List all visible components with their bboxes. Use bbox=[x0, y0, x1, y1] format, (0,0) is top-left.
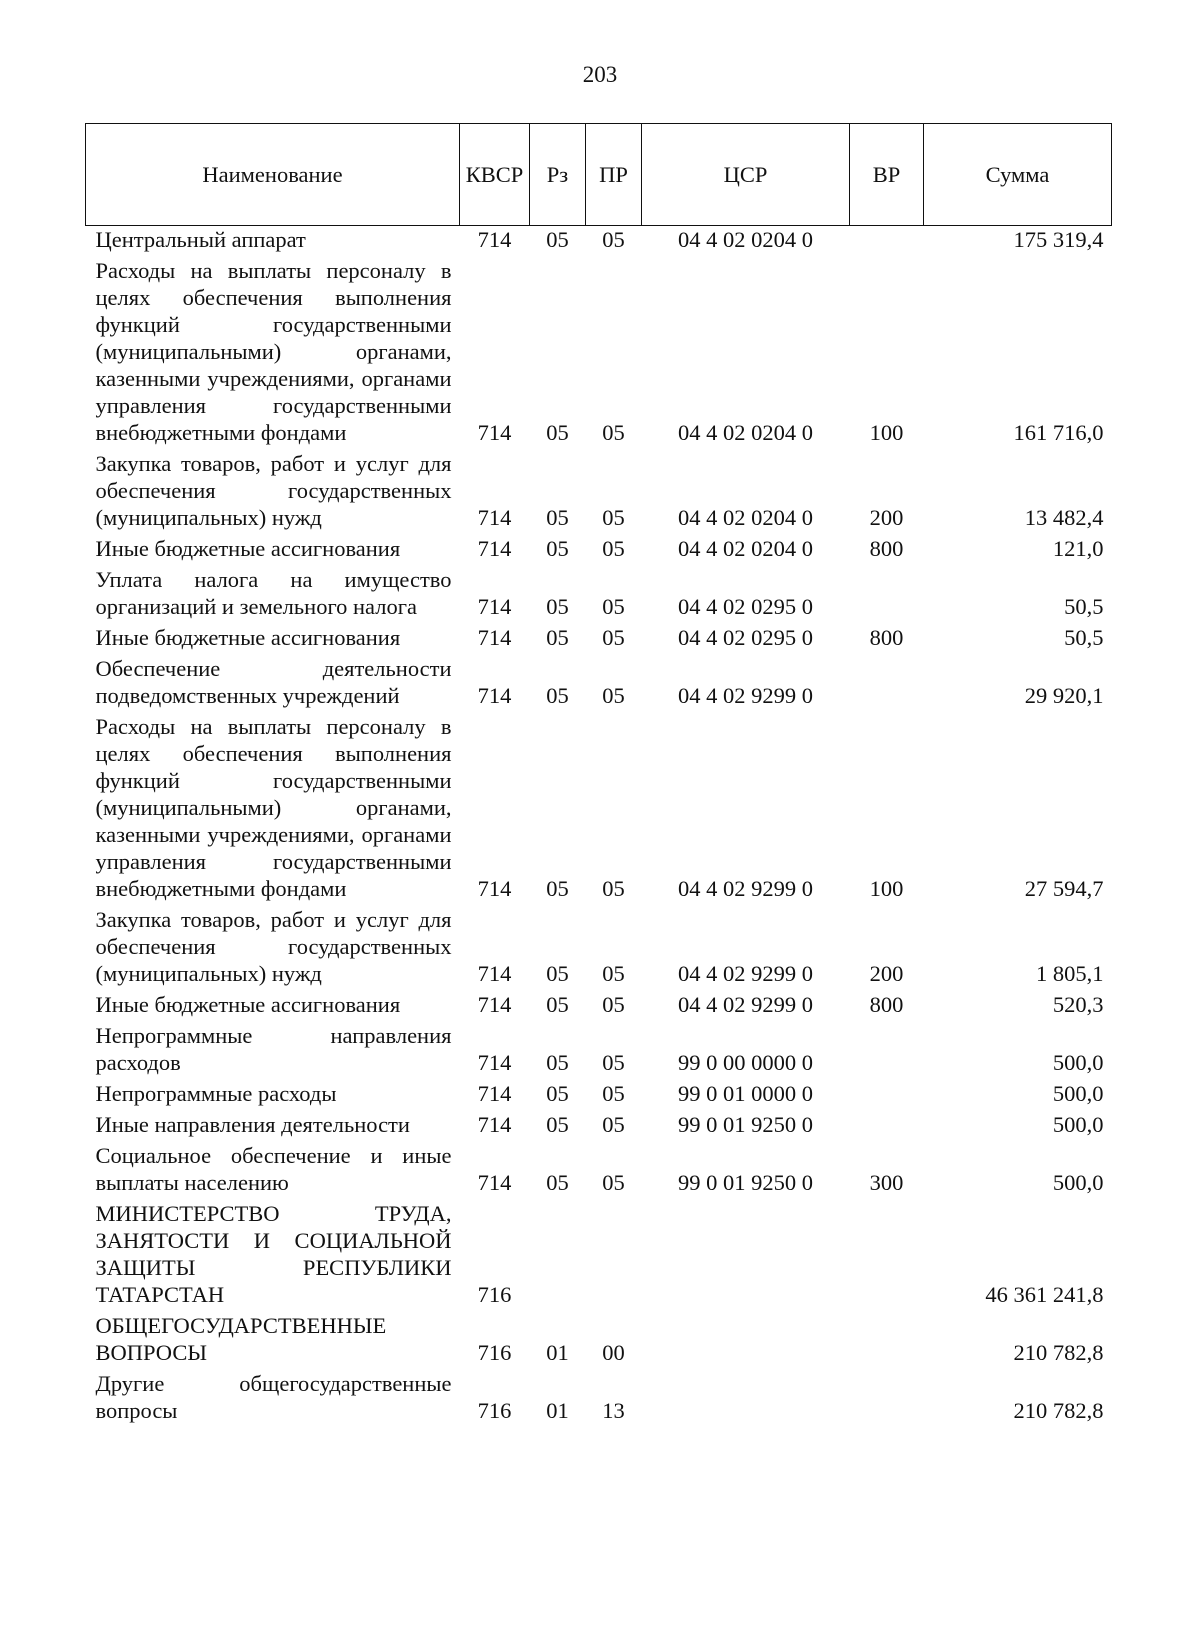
cell-csr: 04 4 02 0295 0 bbox=[678, 625, 813, 650]
cell-vr bbox=[850, 1076, 924, 1107]
cell-csr: 04 4 02 0204 0 bbox=[678, 505, 813, 530]
cell-kvsr: 714 bbox=[477, 961, 512, 986]
cell-rz: 01 bbox=[546, 1340, 569, 1365]
cell-sum: 27 594,7 bbox=[1024, 876, 1104, 901]
cell-csr: 99 0 01 9250 0 bbox=[678, 1170, 813, 1195]
cell-csr: 04 4 02 9299 0 bbox=[678, 683, 813, 708]
cell-sum: 175 319,4 bbox=[1013, 227, 1104, 252]
cell-kvsr: 714 bbox=[477, 1050, 512, 1075]
cell-kvsr: 716 bbox=[477, 1282, 512, 1307]
cell-vr bbox=[850, 1018, 924, 1076]
cell-vr: 200 bbox=[869, 961, 904, 986]
cell-vr: 300 bbox=[869, 1170, 904, 1195]
cell-rz: 05 bbox=[546, 505, 569, 530]
cell-kvsr: 716 bbox=[477, 1340, 512, 1365]
cell-rz: 05 bbox=[546, 227, 569, 252]
cell-name: Иные бюджетные ассигнования bbox=[95, 625, 401, 650]
cell-csr: 04 4 02 9299 0 bbox=[678, 876, 813, 901]
cell-kvsr: 714 bbox=[477, 1081, 512, 1106]
cell-vr: 100 bbox=[869, 420, 904, 445]
cell-name: Расходы на выплаты персоналу в целях обеспечения выполнения функций государственными (муниципальными) органами, казенными учреждениями, органами управления государственными внебюджетными фондами bbox=[95, 714, 452, 901]
cell-pr: 05 bbox=[602, 625, 625, 650]
cell-sum: 29 920,1 bbox=[1024, 683, 1104, 708]
cell-vr: 200 bbox=[869, 505, 904, 530]
cell-kvsr: 714 bbox=[477, 420, 512, 445]
table-row bbox=[86, 253, 1112, 446]
cell-pr: 05 bbox=[602, 1170, 625, 1195]
cell-pr: 05 bbox=[602, 594, 625, 619]
table-row bbox=[86, 620, 1112, 651]
cell-pr: 05 bbox=[602, 505, 625, 530]
cell-name: Иные направления деятельности bbox=[95, 1112, 410, 1137]
cell-pr: 05 bbox=[602, 961, 625, 986]
cell-csr: 04 4 02 9299 0 bbox=[678, 961, 813, 986]
cell-name: Иные бюджетные ассигнования bbox=[95, 992, 401, 1017]
cell-rz: 05 bbox=[546, 876, 569, 901]
cell-rz: 05 bbox=[546, 961, 569, 986]
cell-rz: 01 bbox=[546, 1398, 569, 1423]
cell-name: Уплата налога на имущество организаций и земельного налога bbox=[95, 567, 452, 619]
cell-kvsr: 714 bbox=[477, 227, 512, 252]
table-row bbox=[86, 226, 1112, 254]
cell-kvsr: 714 bbox=[477, 992, 512, 1017]
cell-vr: 800 bbox=[869, 625, 904, 650]
cell-kvsr: 714 bbox=[477, 876, 512, 901]
cell-rz: 05 bbox=[546, 1170, 569, 1195]
cell-csr bbox=[642, 1366, 850, 1424]
cell-csr: 04 4 02 0204 0 bbox=[678, 420, 813, 445]
cell-rz: 05 bbox=[546, 683, 569, 708]
cell-pr: 05 bbox=[602, 876, 625, 901]
header-csr: ЦСР bbox=[642, 124, 850, 226]
table-body bbox=[86, 226, 1112, 1425]
cell-name: Непрограммные направления расходов bbox=[95, 1023, 452, 1075]
cell-name: Непрограммные расходы bbox=[95, 1081, 337, 1106]
cell-csr: 99 0 00 0000 0 bbox=[678, 1050, 813, 1075]
table-row bbox=[86, 1308, 1112, 1366]
cell-rz: 05 bbox=[546, 625, 569, 650]
cell-pr: 05 bbox=[602, 420, 625, 445]
cell-name: ОБЩЕГОСУДАРСТВЕННЫЕ ВОПРОСЫ bbox=[95, 1313, 387, 1365]
cell-csr bbox=[642, 1196, 850, 1308]
cell-rz: 05 bbox=[546, 536, 569, 561]
cell-vr: 100 bbox=[869, 876, 904, 901]
cell-sum: 161 716,0 bbox=[1013, 420, 1104, 445]
cell-name: Социальное обеспечение и иные выплаты населению bbox=[95, 1143, 452, 1195]
cell-csr: 04 4 02 9299 0 bbox=[678, 992, 813, 1017]
cell-sum: 50,5 bbox=[1064, 594, 1104, 619]
cell-pr: 05 bbox=[602, 536, 625, 561]
header-kvsr: КВСР bbox=[460, 124, 530, 226]
table-row bbox=[86, 1138, 1112, 1196]
cell-csr: 99 0 01 9250 0 bbox=[678, 1112, 813, 1137]
cell-kvsr: 714 bbox=[477, 1112, 512, 1137]
cell-sum: 50,5 bbox=[1064, 625, 1104, 650]
cell-rz: 05 bbox=[546, 992, 569, 1017]
cell-sum: 520,3 bbox=[1052, 992, 1104, 1017]
cell-sum: 1 805,1 bbox=[1036, 961, 1104, 986]
table-row bbox=[86, 1196, 1112, 1308]
header-name: Наименование bbox=[86, 124, 460, 226]
cell-csr: 04 4 02 0204 0 bbox=[678, 227, 813, 252]
cell-sum: 210 782,8 bbox=[1013, 1340, 1104, 1365]
cell-kvsr: 714 bbox=[477, 683, 512, 708]
header-sum: Сумма bbox=[924, 124, 1112, 226]
page-number: 203 bbox=[582, 62, 618, 87]
cell-kvsr: 714 bbox=[477, 536, 512, 561]
table-row bbox=[86, 902, 1112, 987]
cell-rz: 05 bbox=[546, 420, 569, 445]
cell-pr: 05 bbox=[602, 992, 625, 1017]
cell-csr bbox=[642, 1308, 850, 1366]
cell-name: Иные бюджетные ассигнования bbox=[95, 536, 401, 561]
header-rz: Рз bbox=[530, 124, 586, 226]
table-row bbox=[86, 651, 1112, 709]
cell-sum: 500,0 bbox=[1052, 1112, 1104, 1137]
cell-vr bbox=[850, 651, 924, 709]
table-row bbox=[86, 1366, 1112, 1424]
cell-vr bbox=[850, 226, 924, 254]
table-row bbox=[86, 987, 1112, 1018]
cell-csr: 04 4 02 0204 0 bbox=[678, 536, 813, 561]
cell-vr bbox=[850, 562, 924, 620]
cell-csr: 99 0 01 0000 0 bbox=[678, 1081, 813, 1106]
cell-pr: 05 bbox=[602, 1081, 625, 1106]
cell-kvsr: 714 bbox=[477, 505, 512, 530]
table-row bbox=[86, 1018, 1112, 1076]
cell-rz: 05 bbox=[546, 594, 569, 619]
cell-rz: 05 bbox=[546, 1081, 569, 1106]
budget-table bbox=[85, 123, 1112, 1424]
table-row bbox=[86, 531, 1112, 562]
cell-vr bbox=[850, 1196, 924, 1308]
cell-rz: 05 bbox=[546, 1112, 569, 1137]
cell-sum: 210 782,8 bbox=[1013, 1398, 1104, 1423]
cell-name: Закупка товаров, работ и услуг для обеспечения государственных (муниципальных) нужд bbox=[95, 451, 452, 530]
header-pr: ПР bbox=[586, 124, 642, 226]
cell-sum: 46 361 241,8 bbox=[985, 1282, 1104, 1307]
cell-pr: 05 bbox=[602, 683, 625, 708]
cell-kvsr: 716 bbox=[477, 1398, 512, 1423]
cell-pr: 05 bbox=[602, 1112, 625, 1137]
cell-sum: 500,0 bbox=[1052, 1170, 1104, 1195]
cell-name: Другие общегосударственные вопросы bbox=[95, 1371, 452, 1423]
header-vr: ВР bbox=[850, 124, 924, 226]
cell-pr: 05 bbox=[602, 227, 625, 252]
table-row bbox=[86, 1076, 1112, 1107]
cell-sum: 13 482,4 bbox=[1024, 505, 1104, 530]
table-row bbox=[86, 709, 1112, 902]
cell-sum: 500,0 bbox=[1052, 1081, 1104, 1106]
cell-sum: 500,0 bbox=[1052, 1050, 1104, 1075]
cell-rz bbox=[530, 1196, 586, 1308]
cell-name: Закупка товаров, работ и услуг для обеспечения государственных (муниципальных) нужд bbox=[95, 907, 452, 986]
table-header-row bbox=[86, 124, 1112, 226]
cell-kvsr: 714 bbox=[477, 1170, 512, 1195]
cell-csr: 04 4 02 0295 0 bbox=[678, 594, 813, 619]
cell-pr: 00 bbox=[602, 1340, 625, 1365]
cell-vr: 800 bbox=[869, 536, 904, 561]
table-row bbox=[86, 1107, 1112, 1138]
cell-vr bbox=[850, 1107, 924, 1138]
cell-pr: 13 bbox=[602, 1398, 625, 1423]
cell-vr bbox=[850, 1308, 924, 1366]
cell-name: Расходы на выплаты персоналу в целях обеспечения выполнения функций государственными (муниципальными) органами, казенными учреждениями, органами управления государственными внебюджетными фондами bbox=[95, 258, 452, 445]
cell-kvsr: 714 bbox=[477, 594, 512, 619]
cell-vr bbox=[850, 1366, 924, 1424]
cell-kvsr: 714 bbox=[477, 625, 512, 650]
cell-pr: 05 bbox=[602, 1050, 625, 1075]
table-row bbox=[86, 562, 1112, 620]
cell-name: Центральный аппарат bbox=[95, 227, 306, 252]
cell-pr bbox=[586, 1196, 642, 1308]
table-row bbox=[86, 446, 1112, 531]
cell-sum: 121,0 bbox=[1052, 536, 1104, 561]
cell-vr: 800 bbox=[869, 992, 904, 1017]
cell-name: МИНИСТЕРСТВО ТРУДА, ЗАНЯТОСТИ И СОЦИАЛЬНОЙ ЗАЩИТЫ РЕСПУБЛИКИ ТАТАРСТАН bbox=[95, 1201, 452, 1307]
cell-rz: 05 bbox=[546, 1050, 569, 1075]
cell-name: Обеспечение деятельности подведомственных учреждений bbox=[95, 656, 452, 708]
